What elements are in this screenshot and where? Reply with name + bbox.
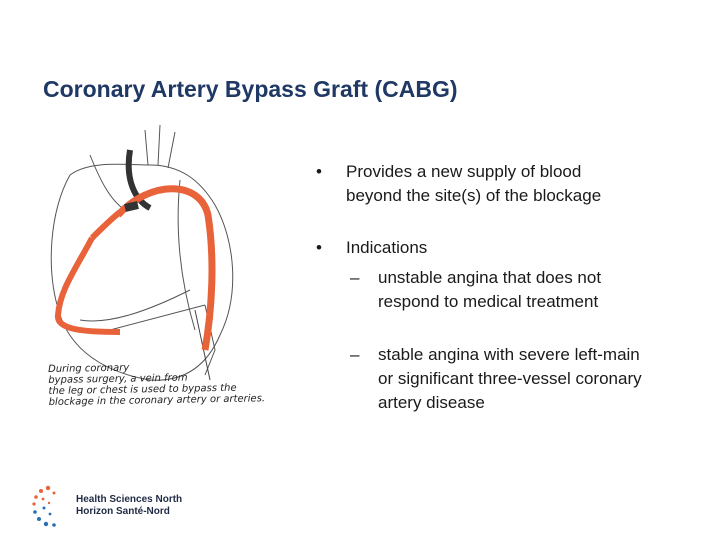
logo-line-french: Horizon Santé-Nord xyxy=(76,506,170,517)
caption-line: During coronary xyxy=(48,362,130,375)
caption-line: blockage in the coronary artery or arteries. xyxy=(48,393,266,408)
sub-bullet-text: unstable angina that does not xyxy=(378,268,602,287)
logo-line-english: Health Sciences North xyxy=(76,494,183,505)
figure-caption xyxy=(48,360,264,408)
caption-line: the leg or chest is used to bypass the xyxy=(48,382,237,397)
bullet-text: Provides a new supply of blood xyxy=(346,162,582,181)
logo-text xyxy=(76,494,182,518)
sub-bullet-text: respond to medical treatment xyxy=(378,292,599,311)
bullet-mark: • xyxy=(316,238,322,257)
sub-bullet-text: stable angina with severe left-main xyxy=(378,345,640,364)
dash-mark: – xyxy=(350,268,360,287)
slide-title: Coronary Artery Bypass Graft (CABG) xyxy=(43,76,458,102)
caption-line: bypass surgery, a vein from xyxy=(48,372,188,386)
dotted-spiral-logo-icon xyxy=(30,484,70,532)
sub-bullet-text: or significant three-vessel coronary xyxy=(378,369,642,388)
organization-logo xyxy=(30,484,183,532)
bullet-text: beyond the site(s) of the blockage xyxy=(346,186,602,205)
bullet-text: Indications xyxy=(346,238,428,257)
sub-bullet-text: artery disease xyxy=(378,393,485,412)
dash-mark: – xyxy=(350,345,360,364)
bullet-mark: • xyxy=(316,162,322,181)
